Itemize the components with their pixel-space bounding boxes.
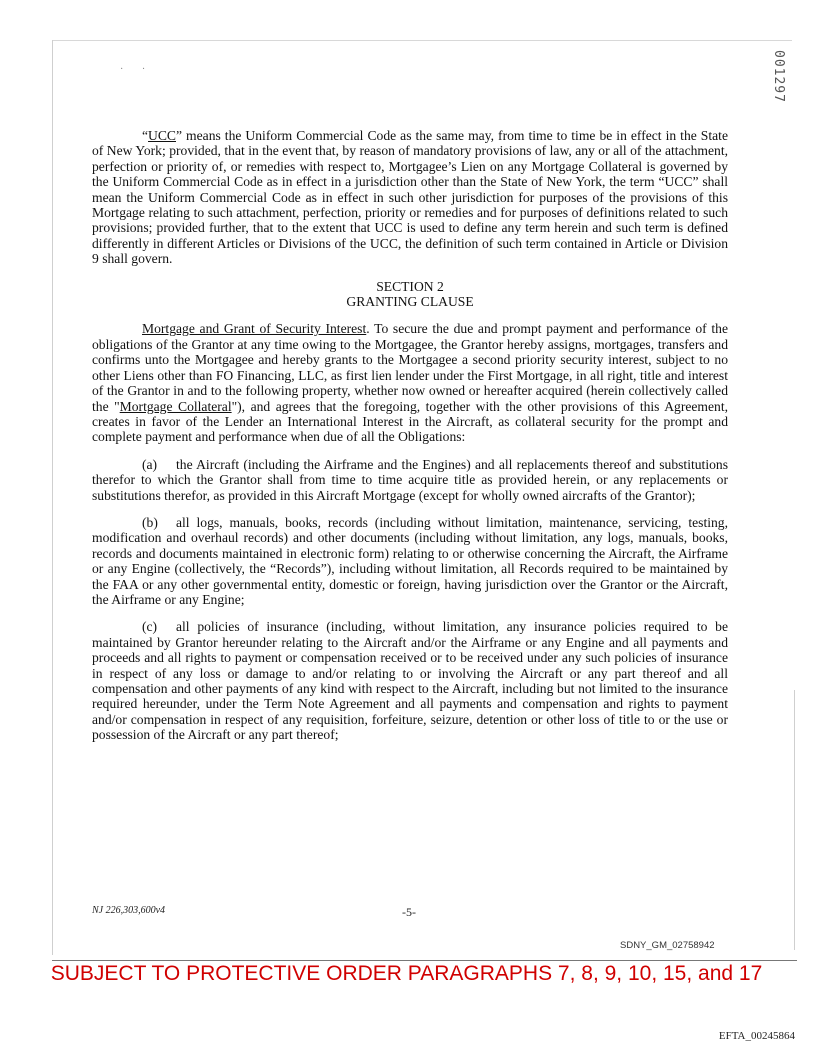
item-label: (b) <box>142 514 158 530</box>
ucc-definition: “UCC” means the Uniform Commercial Code as the same may, from time to time be in effect in the State of New York; provided, that in the event that, by reason of mandatory provisions of law, any or all of the attachment, perfection or priority of, or remedies with respect to, Mortgagee’s Lien on any Mortgage Collateral is governed by the Uniform Commercial Code as in effect in a jurisdiction other than the State of New York, the term “UCC” shall mean the Uniform Commercial Code as in effect in such other jurisdiction for purposes of the provisions of this Mortgage relating to such attachment, perfection, priority or remedies and for purposes of definitions related to such provisions; provided further, that to the extent that UCC is used to define any term herein and such term is defined differently in different Articles or Divisions of the UCC, the definition of such term contained in Article or Division 9 shall govern. <box>92 128 728 267</box>
scan-border-top <box>52 40 792 41</box>
list-item <box>92 515 728 607</box>
document-body <box>92 128 728 755</box>
granting-heading: Mortgage and Grant of Security Interest <box>142 321 367 337</box>
list-item <box>92 457 728 503</box>
sdny-bates-number: SDNY_GM_02758942 <box>620 940 715 951</box>
granting-clause <box>92 321 728 444</box>
bates-number-top: 001297 <box>771 50 786 103</box>
section-heading <box>92 279 728 310</box>
scan-border-left <box>52 40 53 955</box>
ucc-text: ” means the Uniform Commercial Code as the same may, from time to time be in effect in the State of New York; provided, that in the event that, by reason of mandatory provisions of law, any or all of the attachment, perfection or priority of, or remedies with respect to, Mortgagee’s Lien on any Mortgage Collateral is governed by the Uniform Commercial Code as in effect in a jurisdiction other than the State of New York, the term “UCC” shall mean the Uniform Commercial Code as in effect in such other jurisdiction for purposes of the provisions of this Mortgage relating to such attachment, perfection, priority or remedies and for purposes of definitions related to such provisions; provided further, that to the extent that UCC is used to define any term herein and such term is defined differently in different Articles or Divisions of the UCC, the definition of such term contained in Article or Division 9 shall govern. <box>92 128 728 267</box>
document-id: NJ 226,303,600v4 <box>92 905 166 916</box>
item-text: all logs, manuals, books, records (including without limitation, maintenance, servicing, testing, modification and overhaul records) and other documents (including without limitation, any logs, manuals, books, records and documents maintained in electronic form) relating to or otherwise concerning the Aircraft, the Airframe or any Engine (collectively, the “Records”), including without limitation, all Records required to be maintained by the FAA or any other governmental entity, domestic or foreign, having jurisdiction over the Grantor or the Aircraft, the Airframe or any Engine; <box>92 514 728 607</box>
item-label: (a) <box>142 456 158 472</box>
item-label: (c) <box>142 619 158 635</box>
ucc-term: UCC <box>148 128 176 143</box>
protective-order-banner: SUBJECT TO PROTECTIVE ORDER PARAGRAPHS 7, 8, 9, 10, 15, and 17 <box>50 962 763 985</box>
item-text: the Aircraft (including the Airframe and the Engines) and all replacements thereof and substitutions therefor to which the Grantor shall from time to time acquire title as provided herein, or any replacements or substitutions therefor, as provided in this Aircraft Mortgage (except for wholly owned aircrafts of the Grantor); <box>92 456 728 503</box>
granting-text-1: . To secure the due and prompt payment and performance of the obligations of the Grantor at any time owing to the Mortgagee, the Grantor hereby assigns, mortgages, transfers and confirms unto the Mortgagee and hereby grants to the Mortgagee a second priority security interest, subject to no other Liens other than FO Financing, LLC, as first lien lender under the First Mortgage, in all right, title and interest of the Grantor in and to the following property, whether now owned or hereafter acquired (herein collectively called the " <box>92 321 728 414</box>
section-number: SECTION 2 <box>376 278 444 294</box>
list-item <box>92 619 728 742</box>
efta-number: EFTA_00245864 <box>718 1030 795 1042</box>
granting-text-2: "), and agrees that the foregoing, together with the other provisions of this Agreement, creates in favor of the Lender an International Interest in the Aircraft, as collateral security for the prompt and complete payment and performance when due of all the Obligations: <box>92 398 728 445</box>
scan-specks: · · <box>120 64 154 75</box>
scan-border-bottom <box>52 960 797 961</box>
page-number: -5- <box>402 905 416 919</box>
section-title: GRANTING CLAUSE <box>346 294 474 310</box>
defined-term-mortgage-collateral: Mortgage Collateral <box>119 398 232 414</box>
scan-border-right <box>794 690 795 950</box>
item-text: all policies of insurance (including, without limitation, any insurance policies required to be maintained by Grantor hereunder relating to the Aircraft and/or the Airframe or any Engine and all payments and proceeds and all rights to payment or compensation received or to be received under any such policies of insurance in respect of any loss or damage to and/or relating to or involving the Aircraft or any part thereof and all compensation and other payments of any kind with respect to the Aircraft, including but not limited to the insurance required hereunder, under the Term Note Agreement and all payments and compensation and rights to payment and/or compensation in respect of any requisition, forfeiture, seizure, detention or other loss of title to or the use or possession of the Aircraft or any part thereof; <box>92 619 728 743</box>
